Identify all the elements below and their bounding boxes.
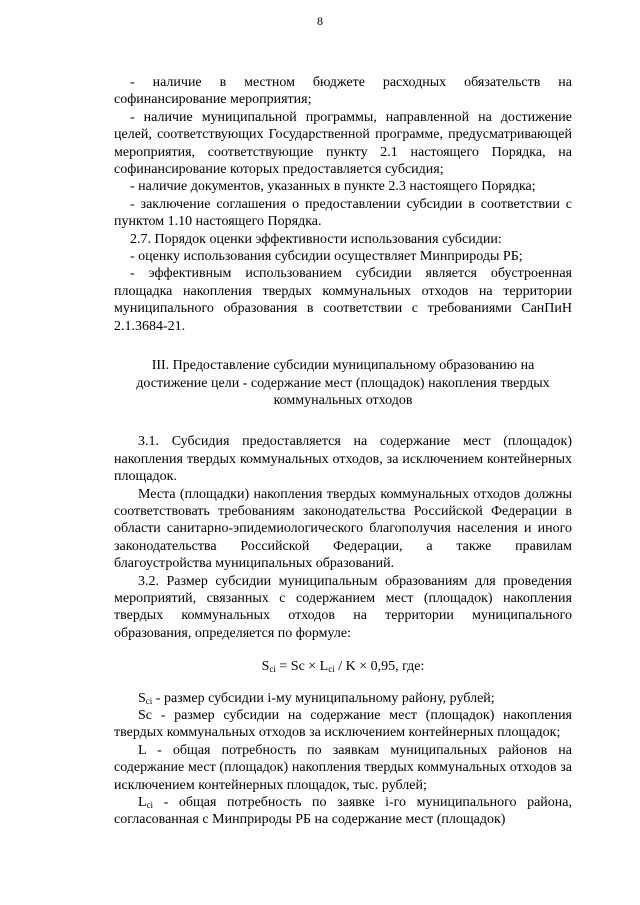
paragraph: - наличие в местном бюджете расходных обязательств на софинансирование мероприятия;: [114, 75, 572, 108]
formula-subscript: ci: [269, 664, 276, 675]
paragraph: - оценку использования субсидии осуществляет Минприроды РБ;: [130, 249, 523, 265]
paragraph: - наличие муниципальной программы, направленной на достижение целей, соответствующих Государственной программе, предусматривающей мероприятия, соответствующие пункту 2.1 настоящего Порядка, на софинансирование которых предоставляется субсидия;: [114, 109, 572, 178]
definition-symbol: S: [138, 690, 146, 706]
paragraph: Места (площадки) накопления твердых коммунальных отходов должны соответствовать требованиям законодательства Российской Федерации в области санитарно-эпидемиологического благополучия населения и иного законодательства Российской Федерации, а также правилам благоустройства муниципальных образований.: [114, 486, 572, 572]
paragraph: - наличие документов, указанных в пункте 2.3 настоящего Порядка;: [130, 179, 536, 195]
definition-subscript: ci: [145, 695, 153, 706]
paragraph: 3.2. Размер субсидии муниципальным образованиям для проведения мероприятий, связанных с содержанием мест (площадок) накопления твердых коммунальных отходов на территории муниципального образования, определяется по формуле:: [114, 573, 572, 641]
definition-text: - общая потребность по заявкам муниципальных районов на содержание мест (площадок) накопления твердых коммунальных отходов за исключением контейнерных площадок, тыс. рублей;: [114, 742, 572, 793]
definition: [114, 794, 572, 829]
formula: [114, 658, 572, 675]
paragraph: - заключение соглашения о предоставлении субсидии в соответствии с пунктом 1.10 настоящего Порядка.: [114, 196, 572, 230]
paragraph: 3.1. Субсидия предоставляется на содержание мест (площадок) накопления твердых коммунальных отходов, за исключением контейнерных площадок.: [114, 434, 572, 485]
document-body: [114, 74, 572, 829]
formula-equals: = Sc × L: [275, 659, 329, 675]
definition-text: - общая потребность по заявке i-го муниципального района, согласованная с Минприроды РБ на содержание мест (площадок): [114, 795, 572, 828]
page-number: 8: [317, 14, 323, 28]
definition-subscript: ci: [146, 800, 154, 811]
formula-rest: / K × 0,95, где:: [334, 659, 425, 675]
definition-symbol: L: [138, 795, 147, 811]
definition-text: - размер субсидии i-му муниципальному району, рублей;: [152, 690, 495, 706]
definition: [114, 690, 572, 707]
formula-subscript: ci: [328, 664, 335, 675]
formula-symbol-s: S: [261, 659, 270, 675]
paragraph: - эффективным использованием субсидии является обустроенная площадка накопления твердых коммунальных отходов на территории муниципального образования в соответствии с требованиями СанПиН 2.1.3684-21.: [114, 266, 572, 334]
definition: [114, 742, 572, 794]
definition-text: - размер субсидии на содержание мест (площадок) накопления твердых коммунальных отходов за исключением контейнерных площадок;: [114, 708, 572, 741]
definition-symbol: Sc: [138, 708, 152, 723]
section-heading: III. Предоставление субсидии муниципальному образованию на достижение цели - содержание мест (площадок) накопления твердых коммунальных отходов: [136, 358, 550, 408]
definition: [114, 707, 572, 742]
paragraph: 2.7. Порядок оценки эффективности использования субсидии:: [130, 231, 502, 247]
definition-symbol: L: [138, 742, 147, 758]
